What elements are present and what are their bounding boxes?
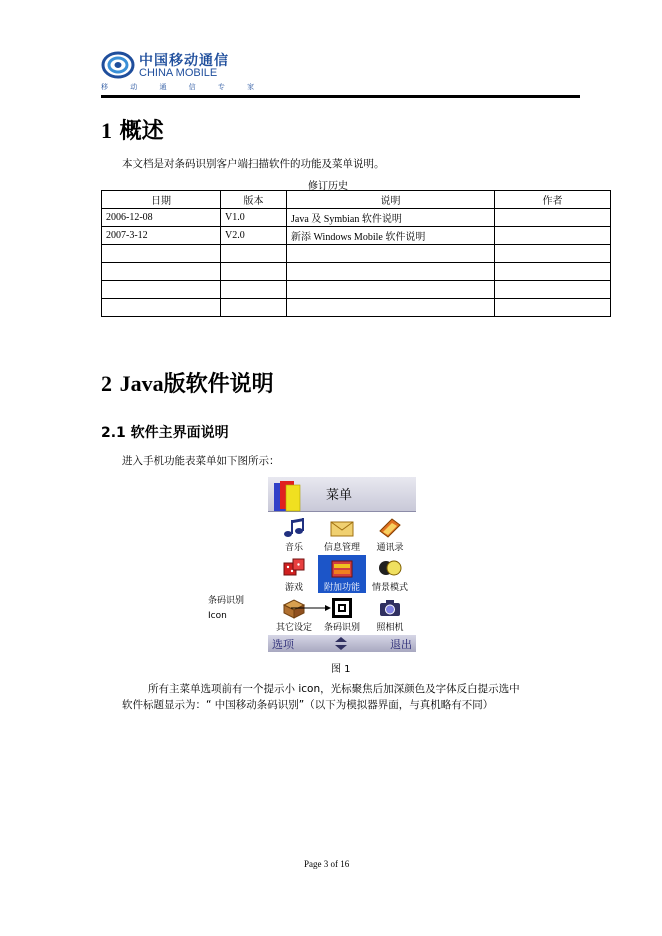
page-number: Page 3 of 16 [304, 859, 350, 869]
cell-date [102, 263, 221, 281]
column-header-version: 版本 [221, 191, 287, 209]
section-2-1-intro: 进入手机功能表菜单如下图所示： [122, 455, 280, 467]
column-header-author: 作者 [495, 191, 611, 209]
cell-date: 2006-12-08 [102, 209, 221, 227]
phonebook-icon [378, 517, 402, 539]
logo-english-text: CHINA MOBILE [139, 67, 218, 79]
cell-author [495, 263, 611, 281]
cell-version [221, 245, 287, 263]
cell-date [102, 299, 221, 317]
china-mobile-logo-icon [101, 48, 135, 82]
header-divider [101, 95, 580, 98]
section-2-heading [101, 367, 274, 398]
barcode-icon [330, 597, 354, 619]
cell-date [102, 245, 221, 263]
menu-item-games[interactable] [270, 555, 318, 593]
menu-item-label: 照相机 [376, 623, 404, 633]
phone-title-bar [268, 477, 416, 512]
annotation-icon-label: Icon [208, 611, 227, 621]
menu-item-barcode[interactable] [318, 595, 366, 633]
menu-item-label: 通讯录 [376, 543, 404, 553]
phone-menu-screenshot [268, 477, 416, 652]
table-row [102, 281, 611, 299]
table-row [102, 299, 611, 317]
section-2-title: 版软件说明 [163, 371, 274, 397]
cell-version: V2.0 [221, 227, 287, 245]
menu-item-label: 信息管理 [323, 543, 360, 553]
figure-description-line-2: 软件标题显示为：“ 中国移动条码识别”（以下为模拟器界面，与真机略有不同） [122, 699, 494, 711]
table-row [102, 263, 611, 281]
cell-description [287, 281, 495, 299]
menu-item-contacts[interactable] [366, 515, 414, 553]
section-2-java: Java [119, 371, 164, 396]
table-row [102, 209, 611, 227]
cell-version [221, 299, 287, 317]
softkey-exit-button[interactable]: 退出 [390, 638, 412, 651]
figure-description-line-1: 所有主菜单选项前有一个提示小 icon，光标聚焦后加深颜色及字体反白提示选中 [148, 683, 520, 695]
cell-author [495, 281, 611, 299]
logo-slogan: 移 动 通 信 专 家 [101, 83, 265, 91]
music-notes-icon [282, 517, 306, 539]
menu-item-label: 游戏 [284, 583, 303, 593]
cell-author [495, 209, 611, 227]
menu-item-messages[interactable] [318, 515, 366, 553]
company-logo [101, 46, 265, 94]
envelope-icon [330, 517, 354, 539]
menu-item-label: 其它设定 [275, 623, 312, 633]
section-1-intro: 本文档是对条码识别客户端扫描软件的功能及菜单说明。 [122, 158, 385, 170]
dice-icon [282, 557, 306, 579]
section-1-title: 概述 [119, 118, 164, 144]
table-row [102, 245, 611, 263]
softkey-options-button[interactable]: 选项 [272, 638, 294, 651]
cell-author [495, 299, 611, 317]
section-2-number: 2 [101, 371, 112, 396]
menu-item-extras[interactable] [318, 555, 366, 593]
menu-item-camera[interactable] [366, 595, 414, 633]
navigation-arrows-icon[interactable] [334, 637, 348, 650]
revision-table-caption: 修订历史 [308, 181, 348, 192]
camera-icon [378, 597, 402, 619]
menu-item-label: 条码识别 [323, 623, 360, 633]
phone-title-text: 菜单 [326, 488, 353, 503]
section-1-heading [101, 114, 164, 145]
cell-description [287, 245, 495, 263]
cell-author [495, 245, 611, 263]
revision-history-table [101, 190, 611, 317]
menu-item-music[interactable] [270, 515, 318, 553]
figure-caption: 图 1 [331, 664, 351, 675]
menu-item-label: 附加功能 [318, 580, 366, 593]
phone-softkey-bar [268, 635, 416, 652]
menu-folders-icon [272, 479, 304, 513]
cell-description: Java 及 Symbian 软件说明 [287, 209, 495, 227]
table-header-row [102, 191, 611, 209]
logo-chinese-text: 中国移动通信 [139, 53, 229, 69]
cell-version: V1.0 [221, 209, 287, 227]
cell-date [102, 281, 221, 299]
cell-description [287, 299, 495, 317]
menu-item-settings[interactable] [270, 595, 318, 633]
profile-circles-icon [378, 557, 402, 579]
annotation-arrow-icon [291, 605, 331, 611]
cell-version [221, 263, 287, 281]
section-1-number: 1 [101, 118, 112, 143]
section-2-1-heading: 2.1 软件主界面说明 [101, 425, 229, 441]
annotation-barcode-label: 条码识别 [208, 596, 245, 606]
cell-description [287, 263, 495, 281]
toolbox-icon [330, 557, 354, 579]
column-header-description: 说明 [287, 191, 495, 209]
menu-item-label: 音乐 [284, 543, 303, 553]
cell-date: 2007-3-12 [102, 227, 221, 245]
menu-item-label: 情景模式 [371, 583, 408, 593]
menu-item-profiles[interactable] [366, 555, 414, 593]
cell-description: 新添 Windows Mobile 软件说明 [287, 227, 495, 245]
table-row [102, 227, 611, 245]
cell-author [495, 227, 611, 245]
cell-version [221, 281, 287, 299]
column-header-date: 日期 [102, 191, 221, 209]
